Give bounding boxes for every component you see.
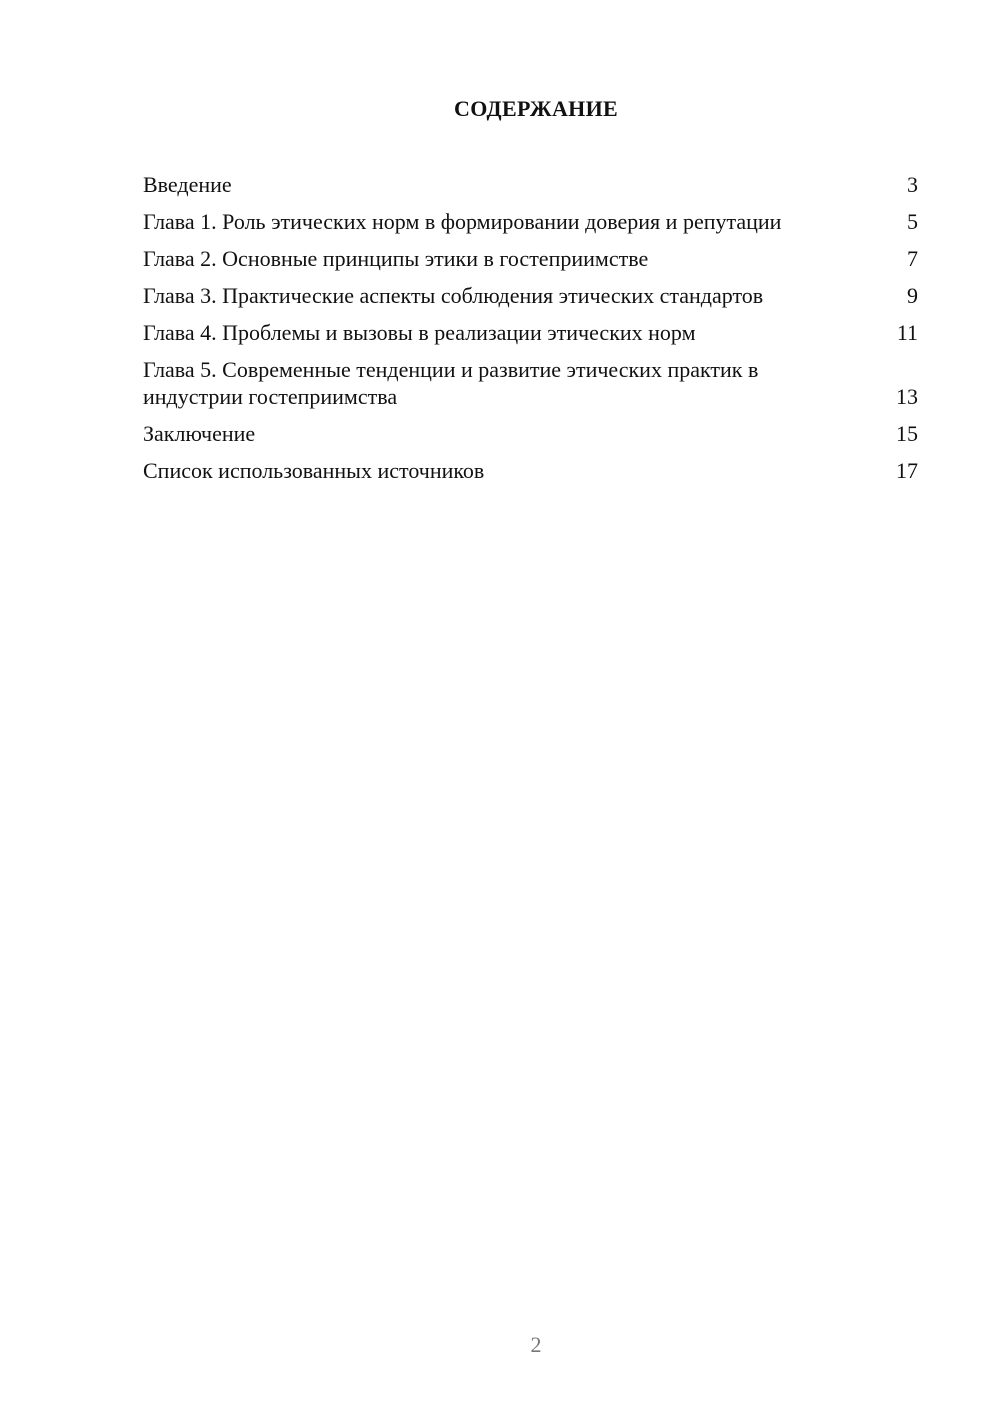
- toc-entry-chapter-4: [143, 319, 918, 346]
- toc-entry-page: 11: [896, 320, 918, 345]
- toc-entry-page: 13: [896, 384, 918, 409]
- table-of-contents: [143, 171, 918, 494]
- toc-entry-references: [143, 457, 918, 484]
- toc-entry-introduction: [143, 171, 918, 198]
- toc-entry-page: 5: [907, 209, 918, 234]
- toc-entry-label: Глава 2. Основные принципы этики в гостеприимстве: [143, 246, 649, 271]
- toc-entry-label: Глава 1. Роль этических норм в формировании доверия и репутации: [143, 209, 782, 234]
- toc-entry-page: 17: [896, 458, 918, 483]
- page-number: 2: [530, 1332, 542, 1357]
- toc-title: СОДЕРЖАНИЕ: [454, 96, 618, 121]
- toc-entry-chapter-5: [143, 356, 918, 410]
- toc-entry-page: 9: [907, 283, 918, 308]
- toc-entry-label: Глава 3. Практические аспекты соблюдения этических стандартов: [143, 283, 764, 308]
- toc-entry-label: Список использованных источников: [143, 458, 485, 483]
- toc-entry-conclusion: [143, 420, 918, 447]
- toc-entry-chapter-2: [143, 245, 918, 272]
- toc-entry-chapter-1: [143, 208, 918, 235]
- toc-entry-label: Заключение: [143, 421, 256, 446]
- toc-entry-label: Глава 5. Современные тенденции и развитие этических практик в индустрии гостеприимства: [143, 357, 759, 409]
- toc-entry-page: 3: [907, 172, 918, 197]
- toc-entry-label: Глава 4. Проблемы и вызовы в реализации этических норм: [143, 320, 696, 345]
- toc-entry-page: 15: [896, 421, 918, 446]
- toc-entry-label: Введение: [143, 172, 232, 197]
- toc-entry-chapter-3: [143, 282, 918, 309]
- toc-entry-page: 7: [907, 246, 918, 271]
